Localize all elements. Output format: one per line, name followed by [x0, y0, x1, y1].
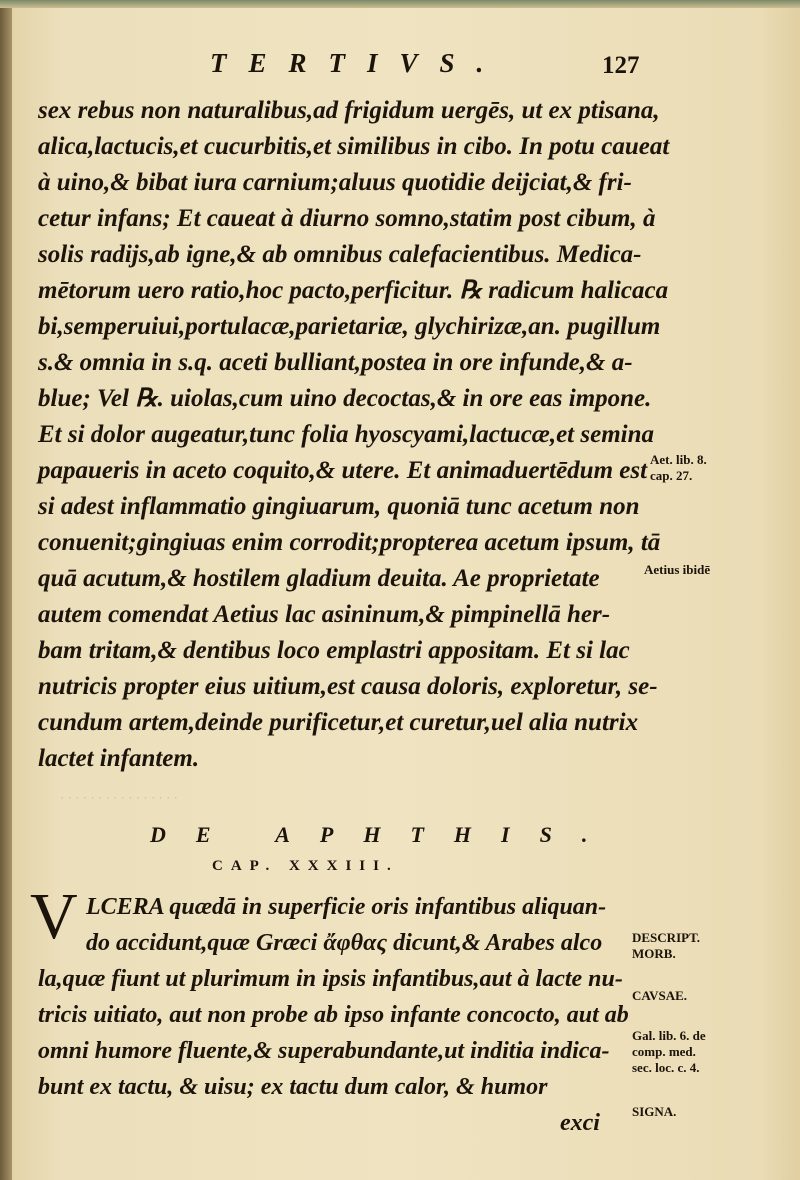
body-line: bam tritam,& dentibus loco emplastri appositam. Et si lac	[38, 637, 630, 664]
body-line: bi,semperuiui,portulacæ,parietariæ, glychirizæ,an. pugillum	[38, 313, 661, 340]
margin-note: cap. 27.	[650, 468, 693, 483]
chapter-title: DE APHTHIS.	[150, 822, 618, 847]
chapter-line: LCERA quædā in superficie oris infantibus aliquan-	[86, 894, 607, 920]
margin-note: CAVSAE.	[632, 988, 688, 1003]
chapter-number: CAP. XXXIII.	[212, 858, 399, 874]
chapter-line: la,quæ fiunt ut plurimum in ipsis infantibus,aut à lacte nu-	[38, 966, 623, 992]
body-line: solis radijs,ab igne,& ab omnibus calefacientibus. Medica-	[38, 241, 642, 268]
body-line: à uino,& bibat iura carnium;aluus quotidie deijciat,& fri-	[38, 169, 632, 196]
body-line: nutricis propter eius uitium,est causa doloris, exploretur, se-	[38, 673, 658, 700]
body-line: autem comendat Aetius lac asininum,& pimpinellā her-	[38, 601, 611, 628]
chapter-line: do accidunt,quæ Græci ἄφθας dicunt,& Arabes alco	[86, 930, 603, 956]
body-line: sex rebus non naturalibus,ad frigidum uergēs, ut ex ptisana,	[38, 97, 660, 124]
margin-note: comp. med.	[632, 1044, 696, 1059]
margin-note: DESCRIPT.	[632, 930, 701, 945]
body-line: conuenit;gingiuas enim corrodit;propterea acetum ipsum, tā	[38, 529, 661, 556]
body-line: cundum artem,deinde purificetur,et curetur,uel alia nutrix	[38, 709, 639, 736]
body-line: papaueris in aceto coquito,& utere. Et animaduertēdum est	[38, 457, 648, 484]
catchword: exci	[560, 1110, 600, 1136]
drop-capital: V	[30, 880, 78, 953]
body-line: cetur infans; Et caueat à diurno somno,statim post cibum, à	[38, 205, 656, 232]
chapter-line: tricis uitiato, aut non probe ab ipso infante concocto, aut ab	[38, 1002, 629, 1028]
running-head: TERTIVS.	[210, 48, 506, 78]
margin-note: SIGNA.	[632, 1104, 677, 1119]
margin-note: MORB.	[632, 946, 676, 961]
page-gutter	[0, 0, 12, 1180]
body-line: mētorum uero ratio,hoc pacto,perficitur. ℞ radicum halicaca	[38, 277, 669, 304]
margin-note: Aet. lib. 8.	[650, 452, 707, 467]
show-through-text: · · · · · · · · · · · · · · · ·	[60, 790, 179, 805]
chapter-line: bunt ex tactu, & uisu; ex tactu dum calor, & humor	[38, 1074, 548, 1100]
chapter-line: omni humore fluente,& superabundante,ut inditia indica-	[38, 1038, 610, 1064]
margin-note: Aetius ibidē	[644, 562, 711, 577]
body-line: si adest inflammatio gingiuarum, quoniā tunc acetum non	[38, 493, 640, 520]
page-number: 127	[602, 52, 640, 79]
body-line: lactet infantem.	[38, 745, 200, 772]
body-line: s.& omnia in s.q. aceti bulliant,postea in ore infunde,& a-	[38, 349, 633, 376]
body-line: alica,lactucis,et cucurbitis,et similibus in cibo. In potu caueat	[38, 133, 670, 160]
body-line: blue; Vel ℞. uiolas,cum uino decoctas,& in ore eas impone.	[38, 385, 652, 412]
page-top-edge	[0, 0, 800, 8]
body-line: quā acutum,& hostilem gladium deuita. Ae proprietate	[38, 565, 600, 592]
body-line: Et si dolor augeatur,tunc folia hyoscyami,lactucæ,et semina	[38, 421, 655, 448]
margin-note: Gal. lib. 6. de	[632, 1028, 706, 1043]
margin-note: sec. loc. c. 4.	[632, 1060, 700, 1075]
